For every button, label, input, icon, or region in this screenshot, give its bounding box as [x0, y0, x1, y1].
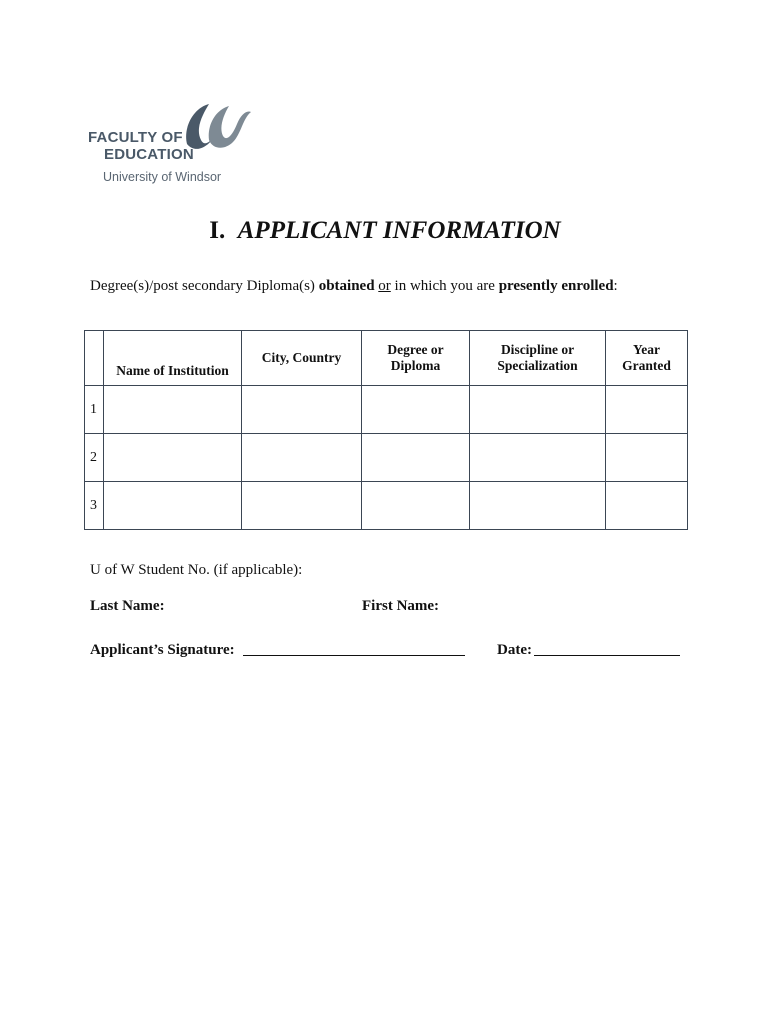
degree-cell[interactable] [362, 434, 470, 482]
institution-cell[interactable] [104, 482, 242, 530]
degree-cell[interactable] [362, 386, 470, 434]
discipline-cell[interactable] [470, 434, 606, 482]
year-cell[interactable] [606, 434, 688, 482]
section-title: APPLICANT INFORMATION [237, 217, 561, 244]
table-row [85, 434, 688, 482]
header-degree: Degree or Diploma [362, 331, 470, 386]
faculty-logo [88, 100, 268, 190]
intro-obtained: obtained [318, 278, 375, 294]
last-name-label: Last Name: [90, 598, 165, 614]
intro-text-3: : [613, 278, 618, 294]
university-logo-icon [183, 100, 253, 152]
section-number: I. [209, 217, 226, 244]
signature-label: Applicant’s Signature: [90, 642, 235, 658]
table-row [85, 482, 688, 530]
city-country-cell[interactable] [242, 482, 362, 530]
logo-text-faculty: FACULTY OF [88, 129, 183, 146]
intro-text-2: in which you are [390, 278, 499, 294]
table-header-row [85, 331, 688, 386]
year-cell[interactable] [606, 386, 688, 434]
header-discipline: Discipline or Specialization [470, 331, 606, 386]
header-city-country: City, Country [242, 331, 362, 386]
header-institution: Name of Institution [104, 331, 242, 386]
city-country-cell[interactable] [242, 434, 362, 482]
date-label: Date: [497, 642, 532, 658]
institution-cell[interactable] [104, 434, 242, 482]
header-row-number [85, 331, 104, 386]
first-name-label: First Name: [362, 598, 440, 614]
row-number: 1 [85, 386, 104, 434]
intro-or: or [378, 278, 391, 294]
intro-text-1: Degree(s)/post secondary Diploma(s) [90, 278, 319, 294]
degrees-table [84, 330, 688, 530]
row-number: 2 [85, 434, 104, 482]
institution-cell[interactable] [104, 386, 242, 434]
signature-line[interactable] [243, 655, 465, 656]
student-number-label: U of W Student No. (if applicable): [90, 562, 303, 578]
discipline-cell[interactable] [470, 482, 606, 530]
degree-cell[interactable] [362, 482, 470, 530]
year-cell[interactable] [606, 482, 688, 530]
logo-text-education: EDUCATION [104, 146, 194, 163]
table-row [85, 386, 688, 434]
degree-instructions [90, 276, 618, 296]
intro-enrolled: presently enrolled [498, 278, 614, 294]
page-title [0, 216, 770, 246]
row-number: 3 [85, 482, 104, 530]
header-year: Year Granted [606, 331, 688, 386]
date-line[interactable] [534, 655, 680, 656]
discipline-cell[interactable] [470, 386, 606, 434]
city-country-cell[interactable] [242, 386, 362, 434]
logo-text-university: University of Windsor [103, 170, 222, 184]
